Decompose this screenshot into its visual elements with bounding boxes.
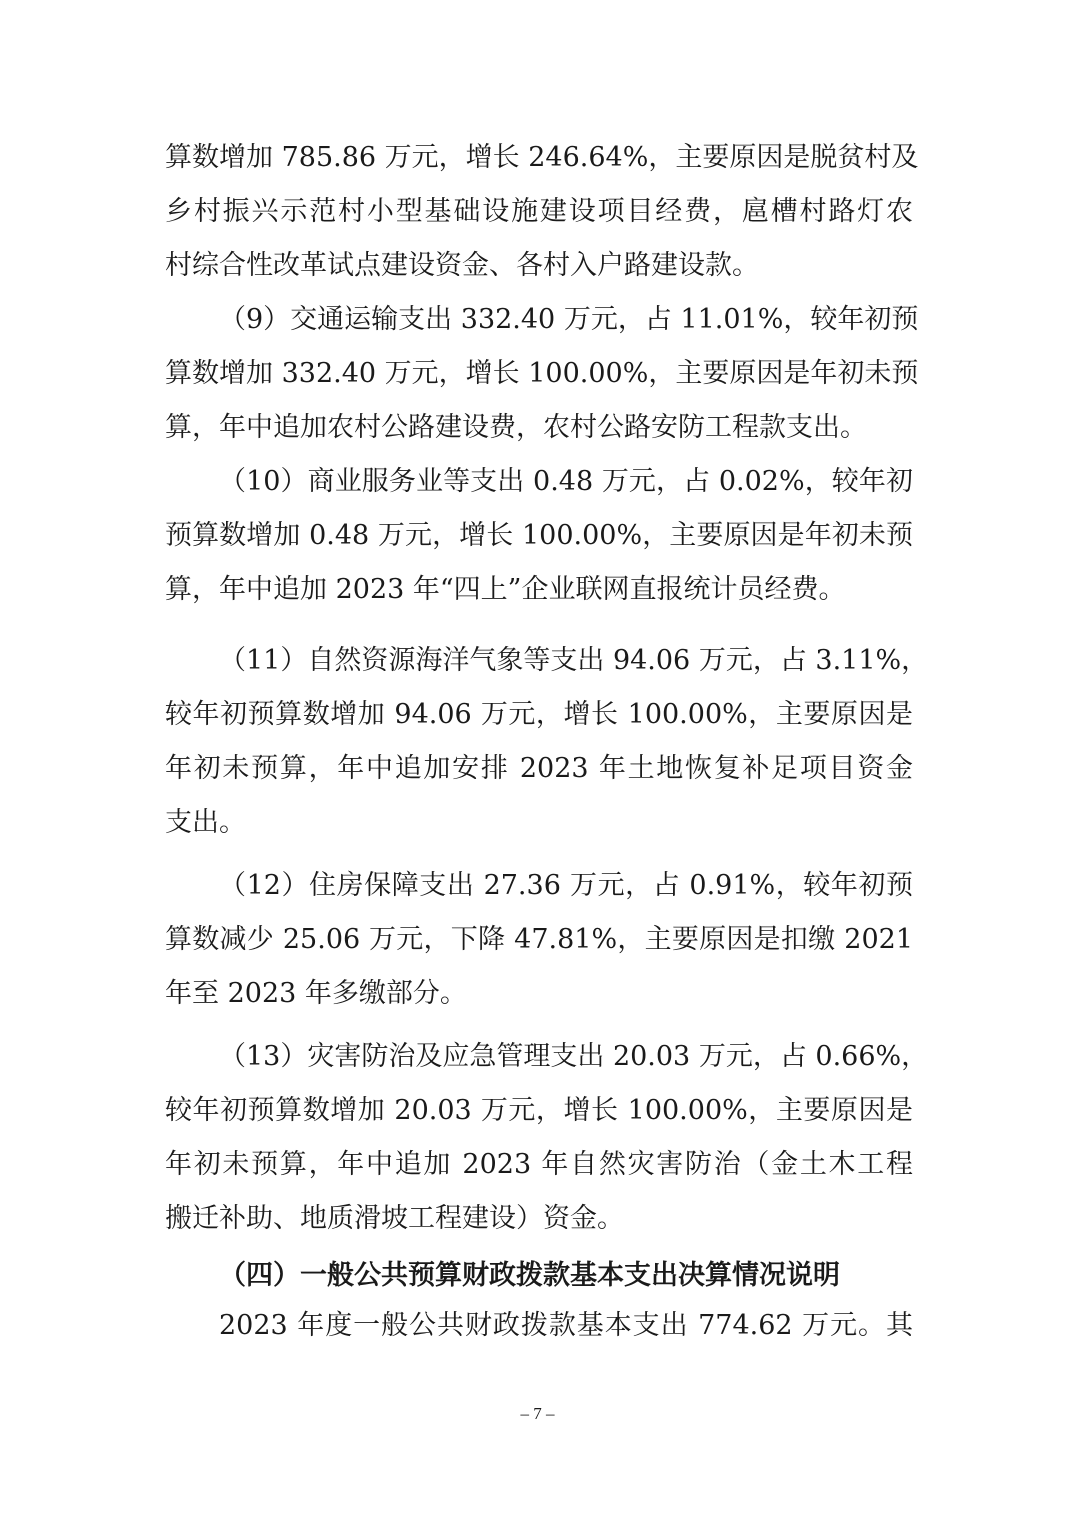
paragraph-first-line: （10）商业服务业等支出 0.48 万元，占 0.02%，较年初: [219, 466, 913, 497]
body-text-line: 支出。: [165, 807, 246, 838]
body-text-line: 预算数增加 0.48 万元，增长 100.00%，主要原因是年初未预: [165, 520, 913, 551]
body-text-line: 算数减少 25.06 万元，下降 47.81%，主要原因是扣缴 2021: [165, 924, 913, 955]
body-text-line: 年初未预算，年中追加安排 2023 年土地恢复补足项目资金: [165, 753, 913, 784]
body-text-line: 算数增加 332.40 万元，增长 100.00%，主要原因是年初未预: [165, 358, 919, 389]
body-text-line: 较年初预算数增加 20.03 万元，增长 100.00%，主要原因是: [165, 1095, 913, 1126]
body-text-line: 算，年中追加 2023 年“四上”企业联网直报统计员经费。: [165, 574, 846, 605]
body-text-line: 较年初预算数增加 94.06 万元，增长 100.00%，主要原因是: [165, 699, 913, 730]
body-text-line: 搬迁补助、地质滑坡工程建设）资金。: [165, 1203, 624, 1234]
body-text-line: 年初未预算，年中追加 2023 年自然灾害防治（金土木工程: [165, 1149, 913, 1180]
body-text-line: 村综合性改革试点建设资金、各村入户路建设款。: [165, 250, 759, 281]
paragraph-first-line: （12）住房保障支出 27.36 万元，占 0.91%，较年初预: [219, 870, 913, 901]
body-text-line: 年至 2023 年多缴部分。: [165, 978, 467, 1009]
body-text-line: 乡村振兴示范村小型基础设施建设项目经费，扈槽村路灯农: [165, 196, 913, 227]
paragraph-first-line: 2023 年度一般公共财政拨款基本支出 774.62 万元。其: [219, 1310, 913, 1341]
section-heading: （四）一般公共预算财政拨款基本支出决算情况说明: [219, 1260, 840, 1291]
paragraph-first-line: （9）交通运输支出 332.40 万元，占 11.01%，较年初预: [219, 304, 919, 335]
page-number: – 7 –: [520, 1404, 555, 1423]
paragraph-first-line: （13）灾害防治及应急管理支出 20.03 万元，占 0.66%，: [219, 1041, 929, 1072]
body-text-line: 算数增加 785.86 万元，增长 246.64%，主要原因是脱贫村及: [165, 142, 919, 173]
body-text-line: 算，年中追加农村公路建设费，农村公路安防工程款支出。: [165, 412, 867, 443]
paragraph-first-line: （11）自然资源海洋气象等支出 94.06 万元，占 3.11%，: [219, 645, 929, 676]
